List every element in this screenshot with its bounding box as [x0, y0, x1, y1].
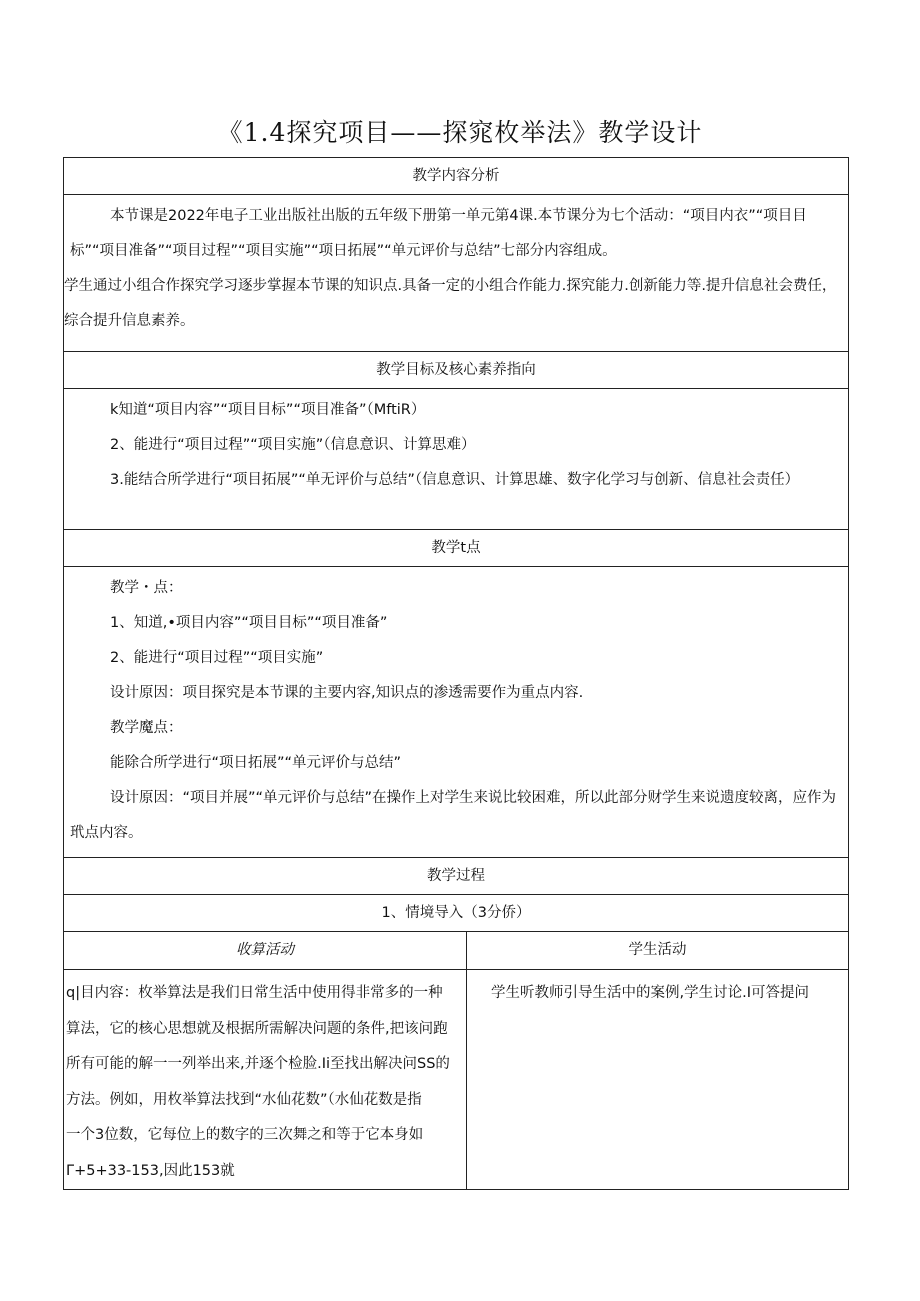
objective-item: k知道“项目内容”“项目目标”“项目准备”（MftiR）	[110, 402, 426, 418]
paragraph: 设计原因：项目探究是本节课的主要内容,知识点的渗透需要作为重点内容.	[110, 685, 584, 701]
paragraph: 1、知道,•项目内容”“项目目标”“项目准备”	[110, 615, 388, 631]
section-heading-process: 教学过程	[64, 858, 849, 895]
teacher-line: 方法。例如，用枚举算法找到“水仙花数”（水仙花数是指	[66, 1091, 422, 1108]
paragraph: 教学・点：	[110, 580, 183, 596]
process-step-title: 1、情境导入（3分侨）	[64, 895, 849, 932]
teacher-line: 一个3位数，它每位上的数字的三次舞之和等于它本身如	[66, 1127, 424, 1143]
teacher-activity-header: 收算活动	[64, 932, 467, 970]
section-heading-content-analysis: 教学内容分析	[64, 158, 849, 195]
paragraph: 本节课是2022年电子工业出版社出版的五年级下册第一单元第4课.本节课分为七个活动：“项目内衣”“项目目标”“项目准备”“项目过程”“项目实施”“项日拓展”“单元评价与总结”七部分内容组成。	[70, 208, 807, 259]
student-activity-header: 学生活动	[467, 932, 849, 970]
objective-item: 2、能进行“项目过程”“项目实施”（信息意识、计算思难）	[110, 437, 476, 453]
section-heading-objectives: 教学目标及核心素养指向	[64, 352, 849, 389]
paragraph: 教学魔点：	[110, 720, 183, 736]
teacher-activity-cell	[64, 970, 467, 1190]
teacher-line: 算法，它的核心思想就及根据所需解决问题的条件,把该问跑	[66, 1020, 448, 1037]
student-activity-cell	[467, 970, 849, 1190]
student-text: 学生听教师引导生活中的案例,学生讨论.I可答提问	[491, 985, 809, 1001]
section-body-objectives	[64, 389, 849, 530]
section-body-key-points	[64, 567, 849, 858]
teacher-line: Γ+5+33-153,因此153就	[66, 1162, 235, 1179]
paragraph: 2、能进行“项目过程”“项目实施”	[110, 650, 324, 666]
teacher-line: 所有可能的解一一列举出来,并逐个检脸.Ii至找出解决问SS的	[66, 1056, 450, 1072]
objective-item: 3.能结合所学进行“项目拓展”“单无评价与总结”（信息意识、计算思雄、数字化学习与创新、信息社会责任）	[110, 472, 800, 488]
teacher-line: q|目内容：枚举算法是我们日常生活中使用得非常多的一种	[66, 985, 443, 1001]
document-title: 《1.4探究项目——探窕枚举法》教学设计	[217, 118, 703, 147]
paragraph: 设计原因：“项目并展”“单元评价与总结”在操作上对学生来说比较困难，所以此部分财学生来说遗度较离，应作为玳点内容。	[70, 790, 837, 841]
lesson-plan-table	[63, 157, 848, 1190]
section-body-content-analysis	[64, 195, 849, 352]
paragraph: 学生通过小组合作探究学习逐步掌握本节课的知识点.具备一定的小组合作能力.探究能力.创新能力等.提升信息社会费任，综合提升信息素养。	[64, 278, 837, 329]
section-heading-key-points: 教学t点	[64, 530, 849, 567]
paragraph: 能除合所学进行“项日拓展”“单元评价与总结”	[110, 755, 402, 771]
